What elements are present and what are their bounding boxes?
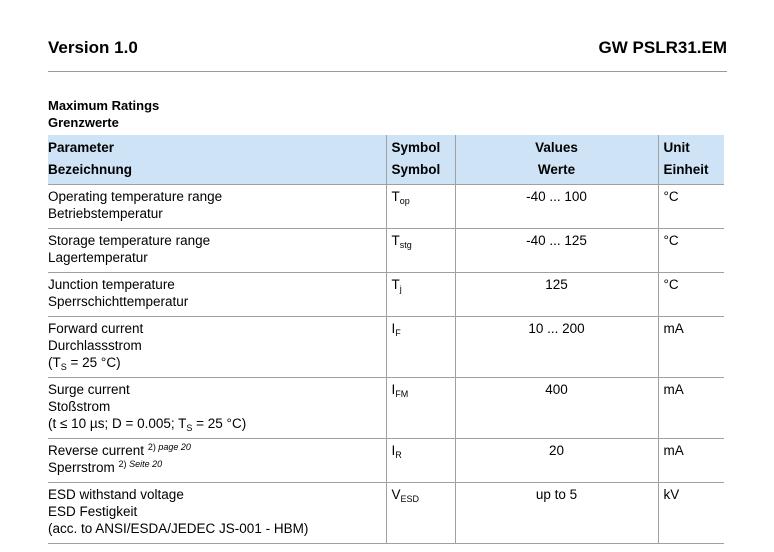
table-row xyxy=(48,185,724,229)
condition-subscript: S xyxy=(60,362,67,372)
condition-prefix: (t ≤ 10 µs; D = 0.005; T xyxy=(48,416,187,431)
symbol-cell xyxy=(386,483,455,544)
parameter-cell xyxy=(48,317,386,378)
parameter-cell xyxy=(48,229,386,273)
symbol-main: T xyxy=(391,233,400,248)
symbol-subscript: FM xyxy=(395,389,409,399)
column-header-einheit: Einheit xyxy=(658,159,724,185)
unit-cell: °C xyxy=(658,273,724,317)
parameter-en: Reverse current xyxy=(48,443,145,458)
parameter-de: Stoßstrom xyxy=(48,399,111,414)
parameter-de: Lagertemperatur xyxy=(48,250,148,265)
value-cell: -40 ... 125 xyxy=(455,229,658,273)
part-number: GW PSLR31.EM xyxy=(598,38,727,57)
parameter-en: ESD withstand voltage xyxy=(48,487,184,502)
parameter-en: Forward current xyxy=(48,321,144,336)
maximum-ratings-table xyxy=(48,135,724,544)
unit-cell: mA xyxy=(658,439,724,483)
column-header-unit: Unit xyxy=(658,135,724,159)
parameter-de: ESD Festigkeit xyxy=(48,504,138,519)
condition-suffix: = 25 °C) xyxy=(66,355,121,370)
symbol-main: I xyxy=(391,321,396,336)
value-cell: 400 xyxy=(455,378,658,439)
parameter-condition xyxy=(48,415,381,432)
parameter-en-line xyxy=(48,442,381,459)
symbol-main: T xyxy=(391,277,400,292)
symbol-subscript: op xyxy=(399,196,410,206)
table-header-row-en xyxy=(48,135,724,159)
column-header-werte: Werte xyxy=(455,159,658,185)
parameter-cell xyxy=(48,483,386,544)
parameter-cell xyxy=(48,378,386,439)
parameter-en: Surge current xyxy=(48,382,130,397)
table-row xyxy=(48,317,724,378)
column-header-bezeichnung: Bezeichnung xyxy=(48,162,133,177)
parameter-en: Junction temperature xyxy=(48,277,175,292)
symbol-cell xyxy=(386,229,455,273)
footnote-number: 2) xyxy=(118,459,127,469)
footnote-page-link[interactable]: page 20 xyxy=(158,442,191,452)
symbol-cell xyxy=(386,185,455,229)
parameter-cell xyxy=(48,439,386,483)
condition-subscript: S xyxy=(186,423,193,433)
symbol-main: V xyxy=(391,487,401,502)
parameter-de: Durchlassstrom xyxy=(48,338,142,353)
value-cell: 125 xyxy=(455,273,658,317)
symbol-cell xyxy=(386,378,455,439)
unit-cell: °C xyxy=(658,185,724,229)
footnote-number: 2) xyxy=(147,442,156,452)
footnote-ref-en xyxy=(148,442,191,452)
symbol-cell xyxy=(386,317,455,378)
value-cell: up to 5 xyxy=(455,483,658,544)
symbol-subscript: R xyxy=(395,450,402,460)
column-header-symbol: Symbol xyxy=(386,135,455,159)
unit-cell: mA xyxy=(658,378,724,439)
table-row xyxy=(48,378,724,439)
document-version: Version 1.0 xyxy=(48,38,138,57)
parameter-de-line xyxy=(48,459,381,476)
symbol-subscript: j xyxy=(399,284,402,294)
parameter-en: Operating temperature range xyxy=(48,189,223,204)
value-cell: -40 ... 100 xyxy=(455,185,658,229)
condition-suffix: = 25 °C) xyxy=(192,416,247,431)
symbol-main: I xyxy=(391,382,396,397)
footnote-ref-de xyxy=(119,459,163,469)
header-divider xyxy=(48,71,727,72)
table-row xyxy=(48,439,724,483)
section-title-de: Grenzwerte xyxy=(48,115,119,130)
parameter-cell xyxy=(48,273,386,317)
parameter-cell xyxy=(48,185,386,229)
parameter-condition xyxy=(48,354,381,371)
symbol-main: T xyxy=(391,189,400,204)
table-row xyxy=(48,229,724,273)
parameter-condition: (acc. to ANSI/ESDA/JEDEC JS-001 - HBM) xyxy=(48,521,309,536)
column-header-values: Values xyxy=(455,135,658,159)
table-row xyxy=(48,273,724,317)
table-row xyxy=(48,483,724,544)
value-cell: 20 xyxy=(455,439,658,483)
unit-cell: °C xyxy=(658,229,724,273)
column-header-symbol-de: Symbol xyxy=(386,159,455,185)
symbol-main: I xyxy=(391,443,396,458)
column-header-parameter: Parameter xyxy=(48,140,115,155)
parameter-de: Betriebstemperatur xyxy=(48,206,163,221)
parameter-de: Sperrstrom xyxy=(48,460,115,475)
section-title xyxy=(48,97,159,131)
condition-prefix: (T xyxy=(48,355,61,370)
symbol-subscript: stg xyxy=(399,240,412,250)
section-title-en: Maximum Ratings xyxy=(48,98,160,113)
symbol-cell xyxy=(386,439,455,483)
parameter-de: Sperrschichttemperatur xyxy=(48,294,189,309)
symbol-cell xyxy=(386,273,455,317)
footnote-page-link[interactable]: Seite 20 xyxy=(129,459,163,469)
unit-cell: kV xyxy=(658,483,724,544)
value-cell: 10 ... 200 xyxy=(455,317,658,378)
symbol-subscript: F xyxy=(395,328,401,338)
table-header-row-de xyxy=(48,159,724,185)
parameter-en: Storage temperature range xyxy=(48,233,211,248)
symbol-subscript: ESD xyxy=(400,494,420,504)
unit-cell: mA xyxy=(658,317,724,378)
